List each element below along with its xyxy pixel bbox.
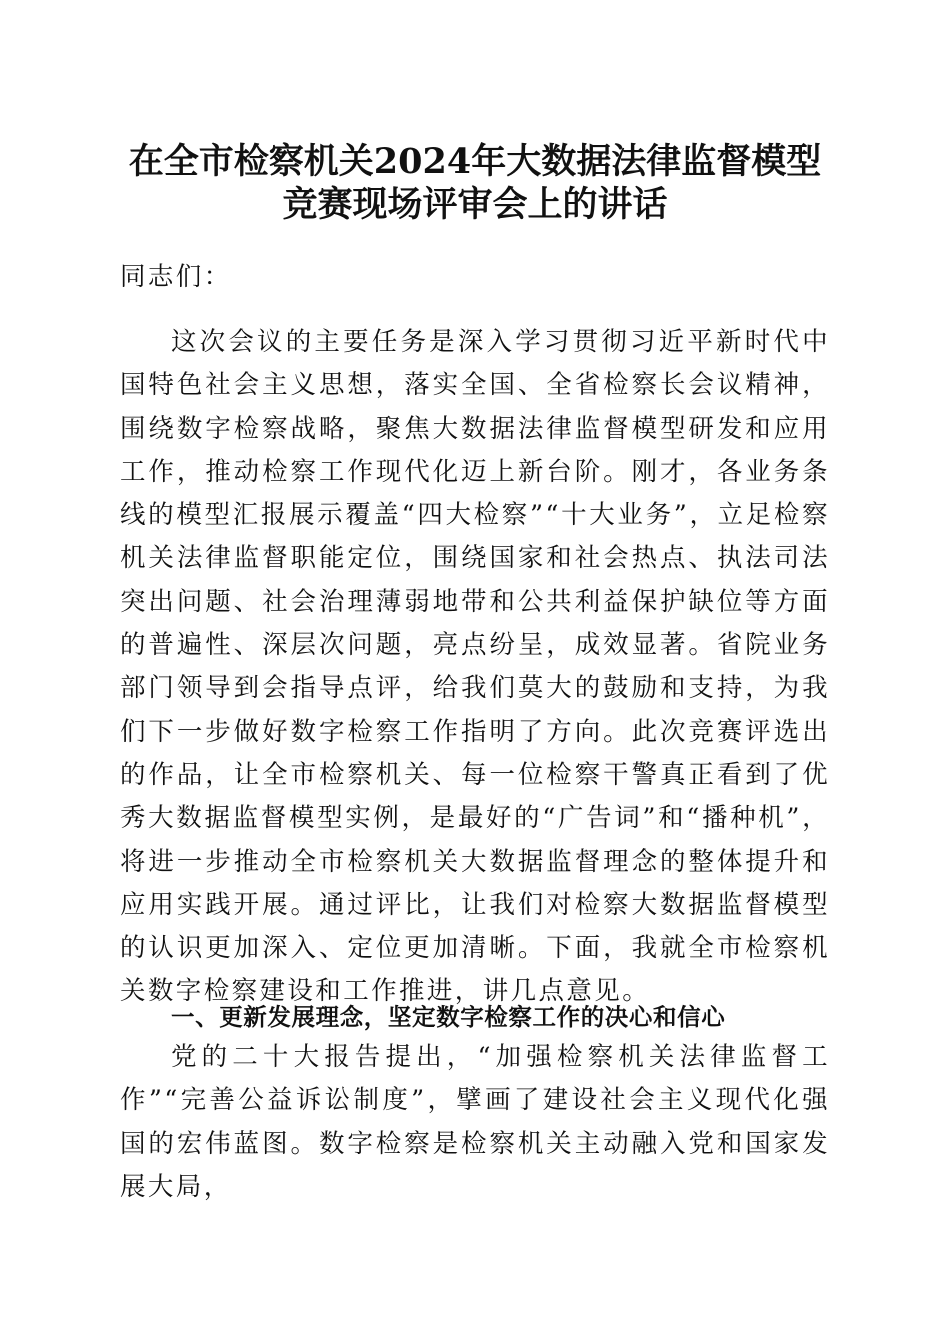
- document-title-line-1: 在全市检察机关2024年大数据法律监督模型: [128, 141, 822, 182]
- document-title-line-2: 竞赛现场评审会上的讲话: [282, 184, 668, 225]
- salutation: 同志们：: [120, 262, 232, 292]
- section-heading-1: 一、更新发展理念，坚定数字检察工作的决心和信心: [171, 1003, 726, 1031]
- body-paragraph-1: 这次会议的主要任务是深入学习贯彻习近平新时代中国特色社会主义思想，落实全国、全省检察长会议精神，围绕数字检察战略，聚焦大数据法律监督模型研发和应用工作，推动检察工作现代化迈上新台阶。刚才，各业务条线的模型汇报展示覆盖“四大检察”“十大业务”，立足检察机关法律监督职能定位，围绕国家和社会热点、执法司法突出问题、社会治理薄弱地带和公共利益保护缺位等方面的普遍性、深层次问题，亮点纷呈，成效显著。省院业务部门领导到会指导点评，给我们莫大的鼓励和支持，为我们下一步做好数字检察工作指明了方向。此次竞赛评选出的作品，让全市检察机关、每一位检察干警真正看到了优秀大数据监督模型实例，是最好的“广告词”和“播种机”，将进一步推动全市检察机关大数据监督理念的整体提升和应用实践开展。通过评比，让我们对检察大数据监督模型的认识更加深入、定位更加清晰。下面，我就全市检察机关数字检察建设和工作推进，讲几点意见。: [120, 327, 830, 1007]
- body-paragraph-2: 党的二十大报告提出，“加强检察机关法律监督工作”“完善公益诉讼制度”，擘画了建设社会主义现代化强国的宏伟蓝图。数字检察是检察机关主动融入党和国家发展大局，: [120, 1042, 830, 1202]
